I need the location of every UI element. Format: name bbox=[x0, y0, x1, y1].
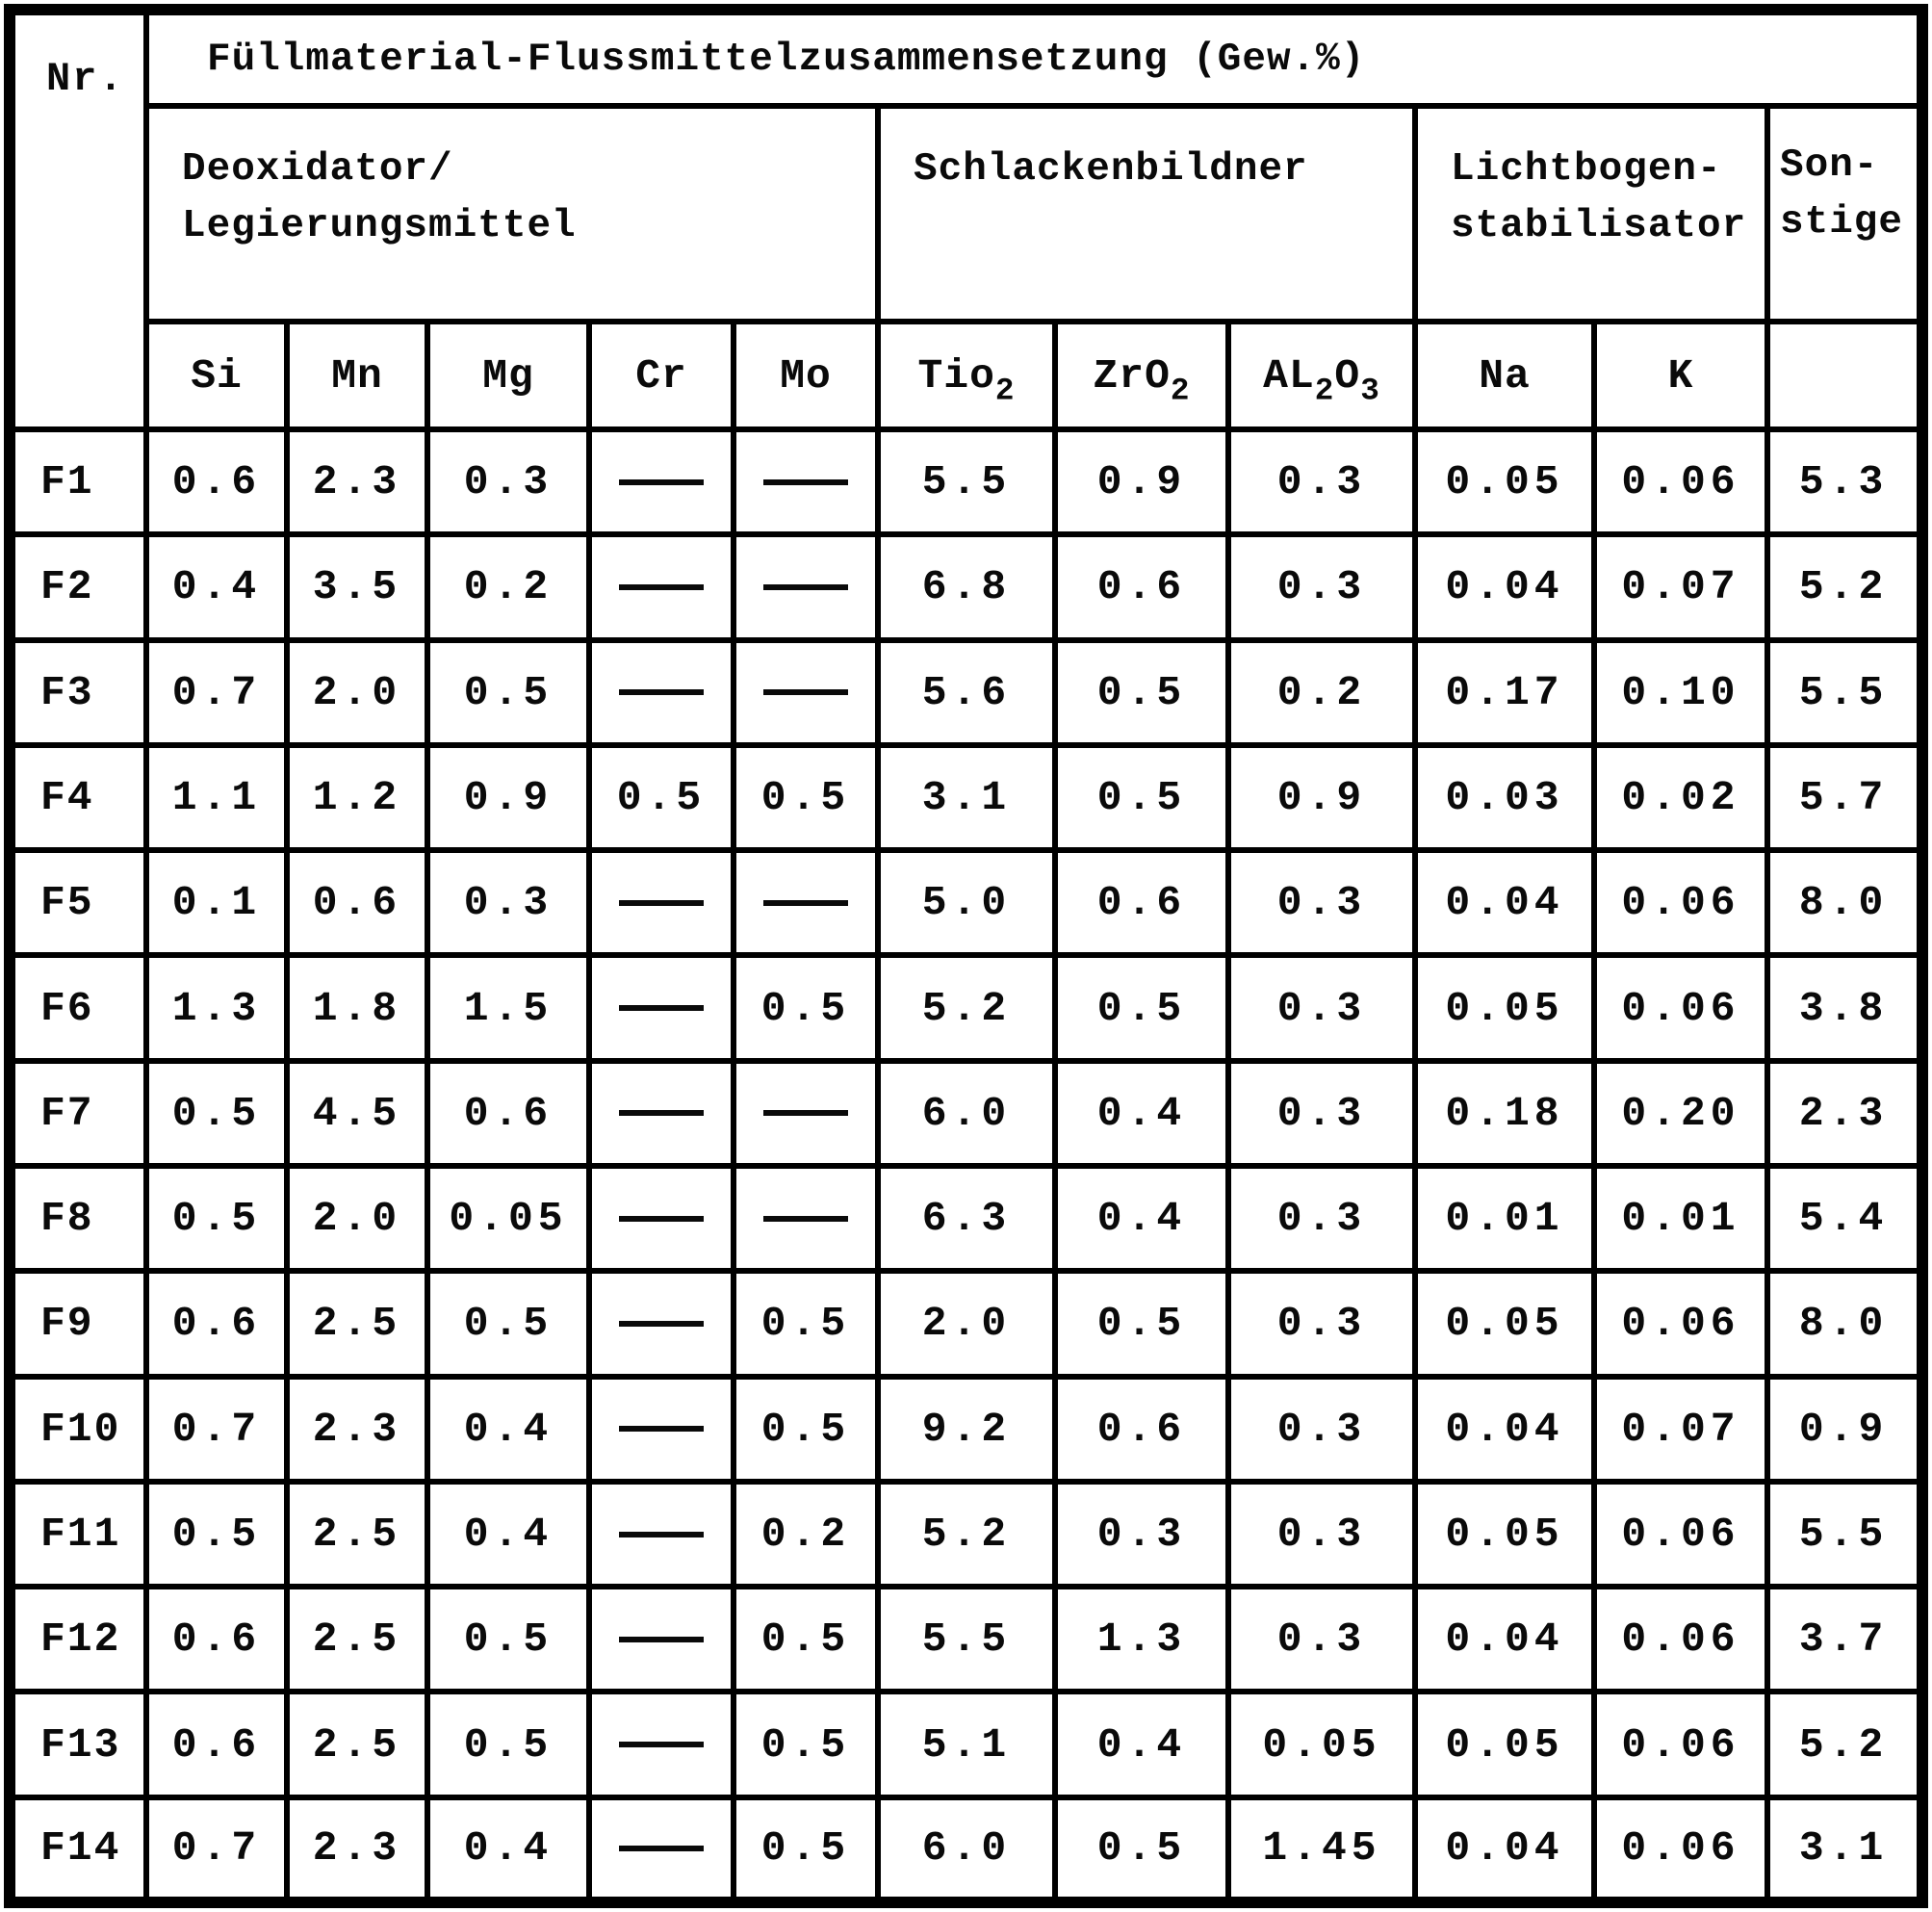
value-cell: 5.2 bbox=[878, 955, 1055, 1060]
value-cell bbox=[589, 1377, 734, 1482]
value-cell: 0.9 bbox=[1228, 745, 1415, 850]
value-cell: 0.5 bbox=[1055, 1797, 1228, 1902]
value-cell: 0.4 bbox=[427, 1377, 589, 1482]
value-cell: 0.10 bbox=[1594, 640, 1767, 745]
value-cell: 4.5 bbox=[287, 1061, 427, 1166]
table-body bbox=[10, 429, 1922, 1902]
value-cell: 0.02 bbox=[1594, 745, 1767, 850]
row-id-cell: F1 bbox=[10, 429, 146, 534]
symbol-text: Na bbox=[1479, 351, 1531, 400]
value-cell: 0.05 bbox=[1415, 1271, 1594, 1376]
value-cell: 0.3 bbox=[1228, 955, 1415, 1060]
group-header-schlackenbildner: Schlackenbildner bbox=[878, 106, 1415, 322]
value-cell: 0.05 bbox=[1415, 955, 1594, 1060]
symbol-text: Mn bbox=[331, 351, 383, 400]
dash-placeholder bbox=[619, 1005, 704, 1011]
value-cell: 0.04 bbox=[1415, 1587, 1594, 1692]
value-cell bbox=[589, 1166, 734, 1271]
row-id-cell: F8 bbox=[10, 1166, 146, 1271]
column-header-al2o3 bbox=[1228, 322, 1415, 429]
value-cell: 0.01 bbox=[1415, 1166, 1594, 1271]
value-cell bbox=[589, 850, 734, 955]
column-header-na bbox=[1415, 322, 1594, 429]
value-cell: 0.5 bbox=[1055, 640, 1228, 745]
table-row bbox=[10, 534, 1922, 639]
value-cell: 0.7 bbox=[146, 1797, 287, 1902]
value-cell: 0.6 bbox=[146, 1271, 287, 1376]
value-cell: 3.8 bbox=[1767, 955, 1922, 1060]
row-id-cell: F10 bbox=[10, 1377, 146, 1482]
value-cell: 0.04 bbox=[1415, 1797, 1594, 1902]
value-cell: 0.5 bbox=[734, 1797, 878, 1902]
value-cell: 0.3 bbox=[1228, 1482, 1415, 1587]
value-cell: 5.4 bbox=[1767, 1166, 1922, 1271]
value-cell: 5.5 bbox=[1767, 1482, 1922, 1587]
value-cell: 5.7 bbox=[1767, 745, 1922, 850]
value-cell: 0.6 bbox=[146, 1692, 287, 1796]
value-cell: 1.2 bbox=[287, 745, 427, 850]
dash-placeholder bbox=[619, 689, 704, 695]
value-cell bbox=[589, 640, 734, 745]
value-cell: 0.06 bbox=[1594, 1692, 1767, 1796]
value-cell bbox=[734, 534, 878, 639]
value-cell: 0.06 bbox=[1594, 1797, 1767, 1902]
subscript: 2 bbox=[994, 372, 1016, 408]
value-cell: 0.6 bbox=[146, 1587, 287, 1692]
dash-placeholder bbox=[619, 1426, 704, 1432]
value-cell: 3.1 bbox=[1767, 1797, 1922, 1902]
dash-placeholder bbox=[619, 1637, 704, 1642]
dash-placeholder bbox=[763, 1110, 848, 1116]
value-cell: 0.6 bbox=[287, 850, 427, 955]
group-header-row bbox=[10, 106, 1922, 322]
value-cell: 1.3 bbox=[146, 955, 287, 1060]
value-cell bbox=[589, 955, 734, 1060]
value-cell: 3.5 bbox=[287, 534, 427, 639]
table-row bbox=[10, 1377, 1922, 1482]
value-cell: 0.3 bbox=[1228, 534, 1415, 639]
value-cell: 0.5 bbox=[734, 1377, 878, 1482]
value-cell: 0.06 bbox=[1594, 955, 1767, 1060]
value-cell: 0.3 bbox=[1228, 1377, 1415, 1482]
value-cell: 0.05 bbox=[427, 1166, 589, 1271]
table-row bbox=[10, 1061, 1922, 1166]
value-cell: 1.1 bbox=[146, 745, 287, 850]
value-cell: 0.5 bbox=[589, 745, 734, 850]
value-cell: 0.5 bbox=[427, 1692, 589, 1796]
value-cell: 2.5 bbox=[287, 1271, 427, 1376]
value-cell: 0.5 bbox=[734, 1692, 878, 1796]
value-cell: 0.6 bbox=[1055, 534, 1228, 639]
value-cell: 2.5 bbox=[287, 1587, 427, 1692]
value-cell: 2.5 bbox=[287, 1692, 427, 1796]
row-id-cell: F2 bbox=[10, 534, 146, 639]
value-cell: 0.5 bbox=[146, 1166, 287, 1271]
value-cell: 0.3 bbox=[1228, 1061, 1415, 1166]
value-cell bbox=[589, 534, 734, 639]
row-id-cell: F13 bbox=[10, 1692, 146, 1796]
value-cell: 2.0 bbox=[878, 1271, 1055, 1376]
value-cell: 0.06 bbox=[1594, 1271, 1767, 1376]
value-cell: 0.5 bbox=[734, 745, 878, 850]
value-cell: 0.5 bbox=[146, 1482, 287, 1587]
row-id-cell: F3 bbox=[10, 640, 146, 745]
value-cell: 9.2 bbox=[878, 1377, 1055, 1482]
row-id-cell: F11 bbox=[10, 1482, 146, 1587]
column-header-zro2 bbox=[1055, 322, 1228, 429]
value-cell: 0.5 bbox=[734, 955, 878, 1060]
value-cell: 0.4 bbox=[1055, 1692, 1228, 1796]
value-cell: 0.05 bbox=[1415, 1692, 1594, 1796]
value-cell: 0.04 bbox=[1415, 1377, 1594, 1482]
symbol-text: Cr bbox=[635, 351, 687, 400]
value-cell: 2.3 bbox=[1767, 1061, 1922, 1166]
table-row bbox=[10, 1271, 1922, 1376]
row-id-cell: F9 bbox=[10, 1271, 146, 1376]
table-row bbox=[10, 1166, 1922, 1271]
value-cell: 0.6 bbox=[427, 1061, 589, 1166]
value-cell bbox=[734, 640, 878, 745]
value-cell: 0.2 bbox=[734, 1482, 878, 1587]
symbol-text: AL bbox=[1263, 351, 1315, 400]
subscript: 3 bbox=[1360, 372, 1380, 408]
symbol-text: K bbox=[1667, 351, 1694, 400]
symbol-text: O bbox=[1334, 351, 1361, 400]
column-header-mo bbox=[734, 322, 878, 429]
flux-composition-table bbox=[4, 4, 1928, 1908]
title-row bbox=[10, 10, 1922, 106]
dash-placeholder bbox=[619, 584, 704, 590]
value-cell: 6.8 bbox=[878, 534, 1055, 639]
dash-placeholder bbox=[619, 1742, 704, 1747]
table-row bbox=[10, 850, 1922, 955]
column-header-cr bbox=[589, 322, 734, 429]
value-cell bbox=[589, 1271, 734, 1376]
column-header-si bbox=[146, 322, 287, 429]
value-cell: 0.18 bbox=[1415, 1061, 1594, 1166]
value-cell: 0.3 bbox=[1228, 1271, 1415, 1376]
symbol-text: Mo bbox=[780, 351, 832, 400]
table-title: Füllmaterial-Flussmittelzusammensetzung (Gew.%) bbox=[146, 10, 1922, 106]
value-cell: 0.5 bbox=[427, 1587, 589, 1692]
value-cell: 0.5 bbox=[146, 1061, 287, 1166]
value-cell: 0.4 bbox=[427, 1797, 589, 1902]
value-cell bbox=[734, 429, 878, 534]
value-cell: 1.8 bbox=[287, 955, 427, 1060]
dash-placeholder bbox=[619, 900, 704, 906]
value-cell: 0.6 bbox=[146, 429, 287, 534]
value-cell: 5.0 bbox=[878, 850, 1055, 955]
value-cell: 0.17 bbox=[1415, 640, 1594, 745]
value-cell: 0.3 bbox=[1228, 1166, 1415, 1271]
symbol-text: Si bbox=[191, 351, 243, 400]
row-id-cell: F7 bbox=[10, 1061, 146, 1166]
value-cell bbox=[589, 1061, 734, 1166]
value-cell: 5.5 bbox=[878, 429, 1055, 534]
group-header-sonstige: Son- stige bbox=[1767, 106, 1922, 322]
value-cell bbox=[734, 1061, 878, 1166]
value-cell: 1.5 bbox=[427, 955, 589, 1060]
value-cell: 2.3 bbox=[287, 1377, 427, 1482]
value-cell: 6.0 bbox=[878, 1061, 1055, 1166]
value-cell: 5.5 bbox=[1767, 640, 1922, 745]
group-header-deoxidator: Deoxidator/ Legierungsmittel bbox=[146, 106, 878, 322]
value-cell: 0.04 bbox=[1415, 534, 1594, 639]
value-cell: 0.5 bbox=[1055, 1271, 1228, 1376]
row-id-cell: F12 bbox=[10, 1587, 146, 1692]
value-cell: 0.3 bbox=[1228, 429, 1415, 534]
value-cell: 5.6 bbox=[878, 640, 1055, 745]
value-cell: 5.2 bbox=[878, 1482, 1055, 1587]
value-cell: 0.2 bbox=[427, 534, 589, 639]
value-cell: 5.2 bbox=[1767, 534, 1922, 639]
value-cell: 5.1 bbox=[878, 1692, 1055, 1796]
value-cell: 0.5 bbox=[427, 1271, 589, 1376]
value-cell: 0.3 bbox=[1055, 1482, 1228, 1587]
value-cell: 2.3 bbox=[287, 1797, 427, 1902]
symbol-text: Mg bbox=[482, 351, 534, 400]
value-cell: 1.3 bbox=[1055, 1587, 1228, 1692]
value-cell: 0.03 bbox=[1415, 745, 1594, 850]
subscript: 2 bbox=[1314, 372, 1335, 408]
value-cell: 0.6 bbox=[1055, 1377, 1228, 1482]
dash-placeholder bbox=[619, 1846, 704, 1851]
table-row bbox=[10, 640, 1922, 745]
value-cell: 0.06 bbox=[1594, 429, 1767, 534]
value-cell: 0.06 bbox=[1594, 1587, 1767, 1692]
value-cell: 2.3 bbox=[287, 429, 427, 534]
value-cell: 0.4 bbox=[146, 534, 287, 639]
row-id-cell: F4 bbox=[10, 745, 146, 850]
column-header-k bbox=[1594, 322, 1767, 429]
value-cell: 0.05 bbox=[1415, 429, 1594, 534]
dash-placeholder bbox=[763, 479, 848, 485]
value-cell bbox=[589, 1482, 734, 1587]
value-cell: 5.5 bbox=[878, 1587, 1055, 1692]
column-header-mg bbox=[427, 322, 589, 429]
dash-placeholder bbox=[763, 1216, 848, 1222]
value-cell: 6.3 bbox=[878, 1166, 1055, 1271]
value-cell: 0.05 bbox=[1228, 1692, 1415, 1796]
table-row bbox=[10, 745, 1922, 850]
value-cell: 0.9 bbox=[1055, 429, 1228, 534]
symbol-text: ZrO bbox=[1093, 351, 1171, 400]
table-row bbox=[10, 1587, 1922, 1692]
value-cell: 2.5 bbox=[287, 1482, 427, 1587]
dash-placeholder bbox=[619, 1110, 704, 1116]
value-cell: 2.0 bbox=[287, 1166, 427, 1271]
value-cell: 0.3 bbox=[427, 850, 589, 955]
value-cell: 0.5 bbox=[734, 1587, 878, 1692]
dash-placeholder bbox=[763, 584, 848, 590]
value-cell: 0.01 bbox=[1594, 1166, 1767, 1271]
value-cell: 0.5 bbox=[1055, 745, 1228, 850]
value-cell: 3.7 bbox=[1767, 1587, 1922, 1692]
value-cell: 5.3 bbox=[1767, 429, 1922, 534]
value-cell: 0.3 bbox=[1228, 1587, 1415, 1692]
column-header-mn bbox=[287, 322, 427, 429]
value-cell bbox=[734, 850, 878, 955]
group-header-lichtbogenstabilisator: Lichtbogen- stabilisator bbox=[1415, 106, 1767, 322]
value-cell: 1.45 bbox=[1228, 1797, 1415, 1902]
row-id-cell: F6 bbox=[10, 955, 146, 1060]
dash-placeholder bbox=[619, 479, 704, 485]
row-id-cell: F14 bbox=[10, 1797, 146, 1902]
value-cell: 5.2 bbox=[1767, 1692, 1922, 1796]
value-cell: 0.07 bbox=[1594, 534, 1767, 639]
value-cell: 0.5 bbox=[734, 1271, 878, 1376]
value-cell: 2.0 bbox=[287, 640, 427, 745]
value-cell: 0.05 bbox=[1415, 1482, 1594, 1587]
value-cell: 6.0 bbox=[878, 1797, 1055, 1902]
dash-placeholder bbox=[619, 1532, 704, 1537]
value-cell: 0.9 bbox=[427, 745, 589, 850]
table-row bbox=[10, 1482, 1922, 1587]
value-cell: 0.7 bbox=[146, 640, 287, 745]
nr-column-header: Nr. bbox=[10, 10, 146, 429]
subscript: 2 bbox=[1170, 372, 1191, 408]
value-cell: 0.6 bbox=[1055, 850, 1228, 955]
symbol-text: Tio bbox=[917, 351, 995, 400]
value-cell: 0.4 bbox=[427, 1482, 589, 1587]
element-header-row bbox=[10, 322, 1922, 429]
value-cell: 8.0 bbox=[1767, 850, 1922, 955]
value-cell: 0.1 bbox=[146, 850, 287, 955]
value-cell bbox=[589, 1797, 734, 1902]
column-header-empty bbox=[1767, 322, 1922, 429]
value-cell: 0.3 bbox=[427, 429, 589, 534]
dash-placeholder bbox=[763, 689, 848, 695]
value-cell: 0.4 bbox=[1055, 1166, 1228, 1271]
value-cell bbox=[589, 429, 734, 534]
value-cell: 0.20 bbox=[1594, 1061, 1767, 1166]
row-id-cell: F5 bbox=[10, 850, 146, 955]
value-cell bbox=[589, 1587, 734, 1692]
value-cell bbox=[589, 1692, 734, 1796]
value-cell: 0.2 bbox=[1228, 640, 1415, 745]
table-row bbox=[10, 955, 1922, 1060]
dash-placeholder bbox=[619, 1216, 704, 1222]
value-cell bbox=[734, 1166, 878, 1271]
value-cell: 0.06 bbox=[1594, 850, 1767, 955]
value-cell: 3.1 bbox=[878, 745, 1055, 850]
value-cell: 0.4 bbox=[1055, 1061, 1228, 1166]
column-header-tio2 bbox=[878, 322, 1055, 429]
dash-placeholder bbox=[763, 900, 848, 906]
value-cell: 0.06 bbox=[1594, 1482, 1767, 1587]
table-row bbox=[10, 1692, 1922, 1796]
value-cell: 0.3 bbox=[1228, 850, 1415, 955]
value-cell: 0.04 bbox=[1415, 850, 1594, 955]
value-cell: 0.07 bbox=[1594, 1377, 1767, 1482]
value-cell: 0.9 bbox=[1767, 1377, 1922, 1482]
table-row bbox=[10, 429, 1922, 534]
value-cell: 0.5 bbox=[1055, 955, 1228, 1060]
value-cell: 8.0 bbox=[1767, 1271, 1922, 1376]
dash-placeholder bbox=[619, 1321, 704, 1327]
value-cell: 0.7 bbox=[146, 1377, 287, 1482]
value-cell: 0.5 bbox=[427, 640, 589, 745]
table-row bbox=[10, 1797, 1922, 1902]
